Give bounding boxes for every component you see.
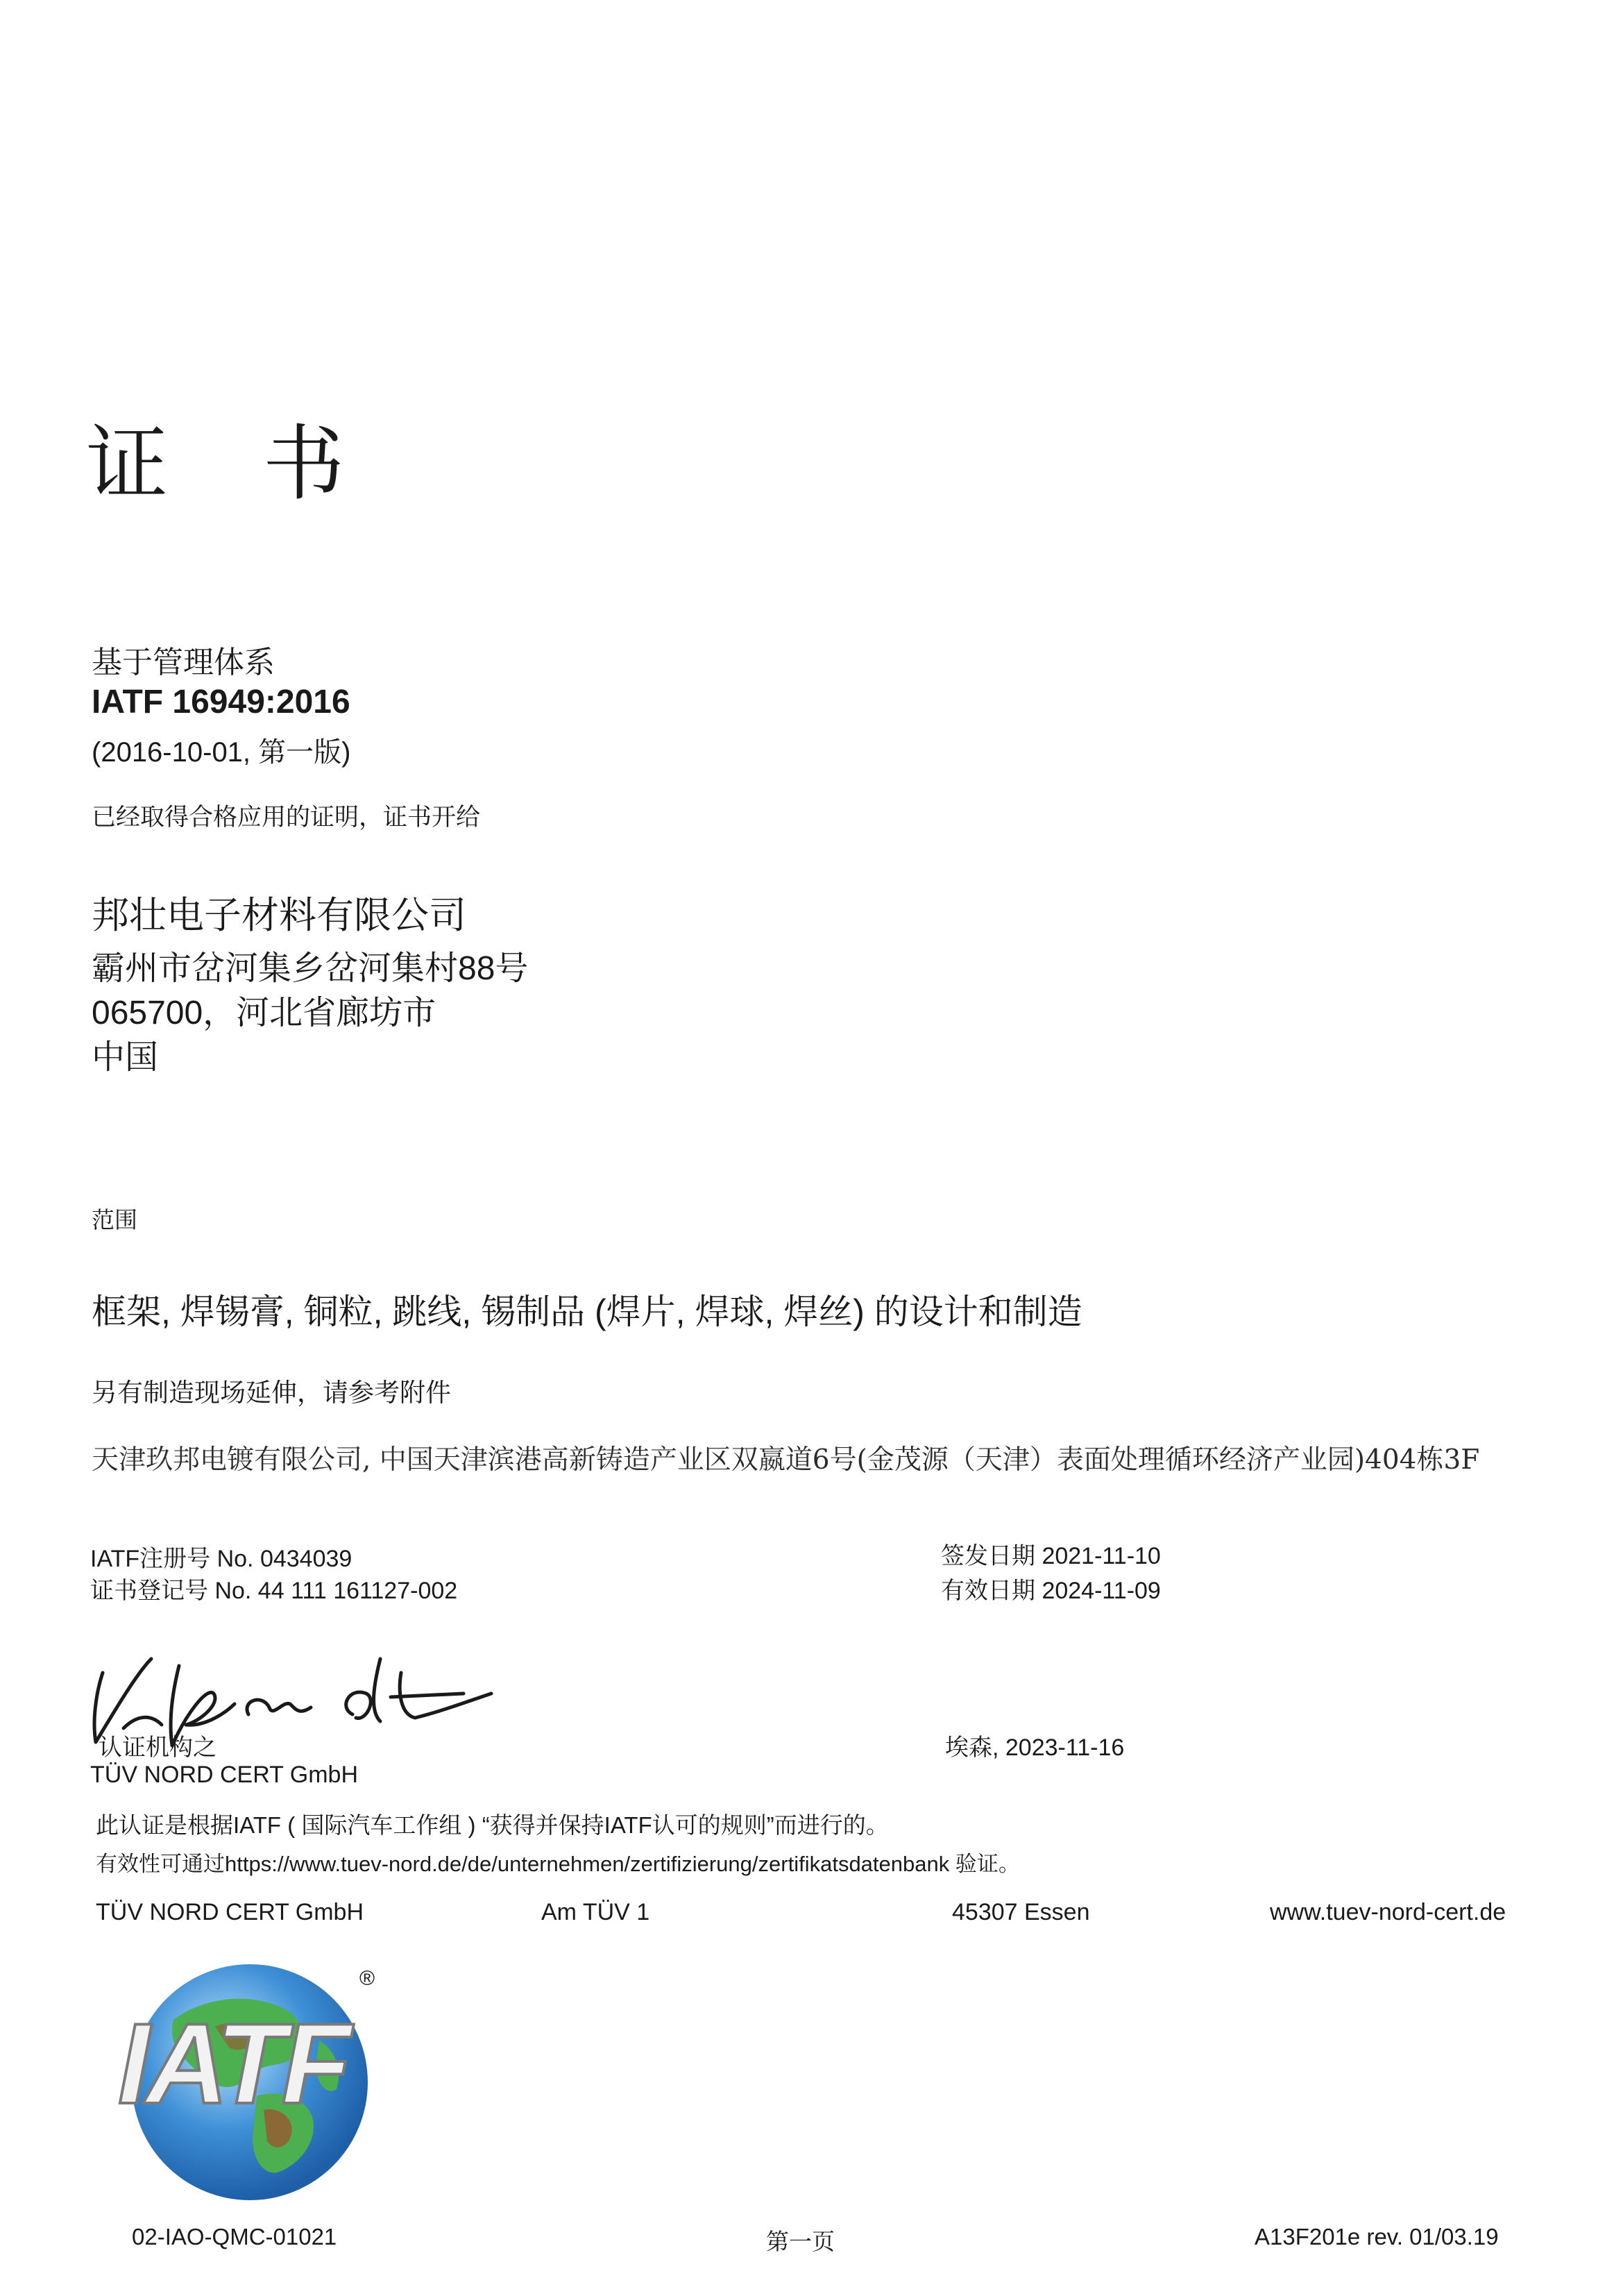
footer-street: Am TÜV 1 [541, 1899, 650, 1925]
verification-note: 有效性可通过https://www.tuev-nord.de/de/unternehmen/zertifizierung/zertifikatsdatenbank 验证。 [96, 1852, 1020, 1876]
basis-text: 基于管理体系 [92, 645, 275, 679]
holder-country: 中国 [92, 1039, 159, 1076]
valid-until-date: 有效日期 2024-11-09 [941, 1578, 1161, 1604]
scope-text: 框架, 焊锡膏, 铜粒, 跳线, 锡制品 (焊片, 焊球, 焊丝) 的设计和制造 [92, 1292, 1082, 1331]
standard-edition: (2016-10-01, 第一版) [92, 737, 351, 768]
document-code: 02-IAO-QMC-01021 [132, 2224, 337, 2249]
iatf-registration-number: IATF注册号 No. 0434039 [90, 1546, 352, 1572]
certification-body-name: TÜV NORD CERT GmbH [90, 1762, 359, 1788]
extended-site: 天津玖邦电镀有限公司, 中国天津滨港高新铸造产业区双嬴道6号(金茂源（天津）表面处理循环经济产业园)404栋3F [92, 1444, 1480, 1476]
holder-address-line2: 065700，河北省廊坊市 [92, 995, 436, 1031]
proof-text: 已经取得合格应用的证明，证书开给 [92, 804, 481, 831]
certificate-title: 证 书 [86, 419, 381, 510]
scope-label: 范围 [92, 1207, 137, 1233]
issue-date: 签发日期 2021-11-10 [941, 1543, 1161, 1569]
footer-city: 45307 Essen [952, 1899, 1090, 1925]
registered-mark: ® [359, 1967, 375, 1990]
holder-address-line1: 霸州市岔河集乡岔河集村88号 [92, 950, 529, 987]
certificate-number: 证书登记号 No. 44 111 161127-002 [90, 1578, 458, 1604]
standard-name: IATF 16949:2016 [92, 684, 350, 720]
form-revision: A13F201e rev. 01/03.19 [1255, 2224, 1499, 2249]
logo-text: IATF [118, 2000, 348, 2127]
iatf-logo [90, 1943, 382, 2207]
footer-company: TÜV NORD CERT GmbH [96, 1899, 364, 1925]
certification-body-label: 认证机构之 [99, 1734, 216, 1761]
footer-website[interactable]: www.tuev-nord-cert.de [1270, 1899, 1506, 1925]
certification-basis-note: 此认证是根据IATF ( 国际汽车工作组 ) “获得并保持IATF认可的规则”而进行的。 [96, 1812, 889, 1838]
page-number: 第一页 [766, 2229, 835, 2254]
holder-company: 邦壮电子材料有限公司 [92, 895, 466, 936]
extension-note: 另有制造现场延伸，请参考附件 [92, 1378, 451, 1407]
place-and-date: 埃森, 2023-11-16 [945, 1734, 1125, 1761]
